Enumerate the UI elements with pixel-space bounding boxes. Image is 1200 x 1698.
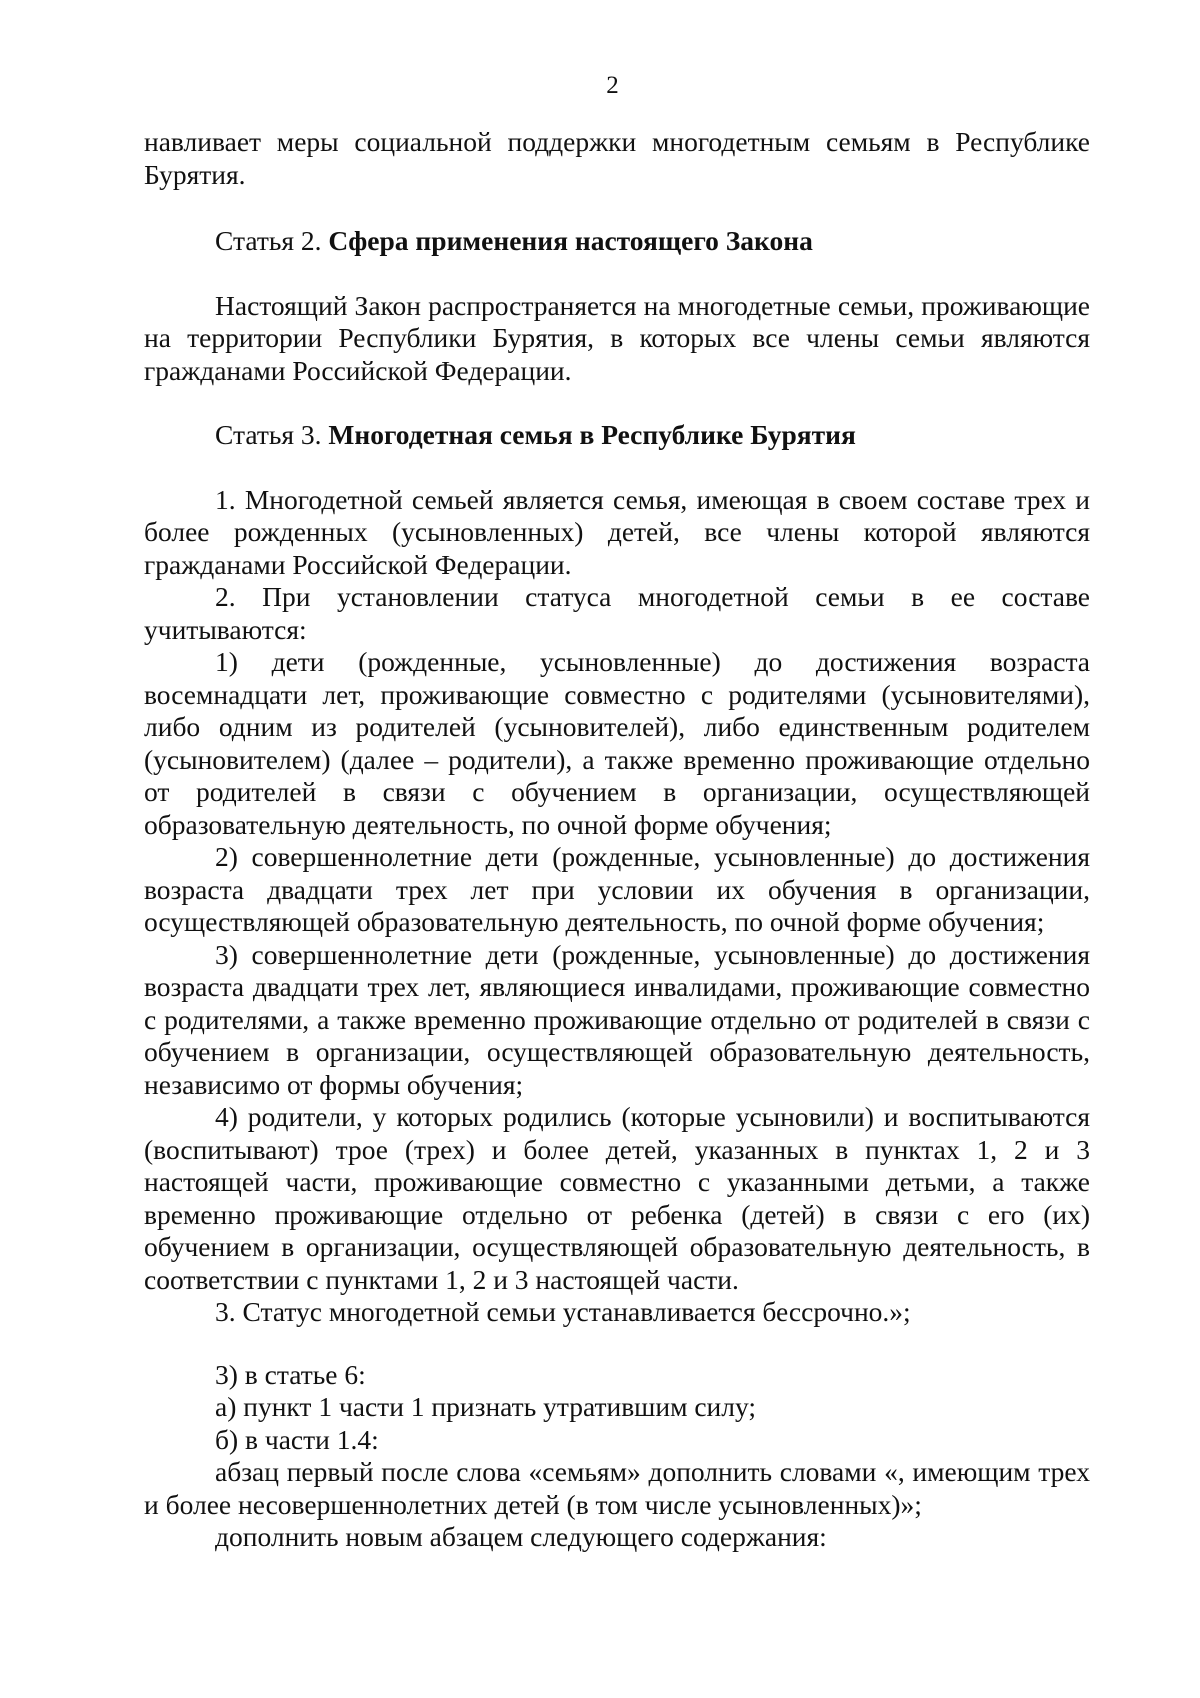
amendment-item-3-b-2: дополнить новым абзацем следующего содержания: [215,1521,827,1552]
intro-paragraph: навливает меры социальной поддержки многодетным семьям в Республике Бурятия. [144,126,1090,190]
article-3-part-2-item-1: 1) дети (рожденные, усыновленные) до достижения возраста восемнадцати лет, проживающие совместно с родителями (усыновителями), либо одним из родителей (усыновителей), либо единственным родителем (усыновителем) (далее – родители), а также временно проживающие отдельно от родителей в связи с обучением в организации, осуществляющей образовательную деятельность, по очной форме обучения; [144,646,1090,840]
page-number: 2 [606,72,619,99]
amendment-item-3: 3) в статье 6: [215,1358,366,1390]
article-2-title: Сфера применения настоящего Закона [328,225,813,256]
article-2-heading [144,225,1090,258]
article-3-part-2-item-2: 2) совершеннолетние дети (рожденные, усыновленные) до достижения возраста двадцати трех лет при условии их обучения в организации, осуществляющей образовательную деятельность, по очной форме обучения; [144,841,1090,937]
amendment-item-3-b: б) в части 1.4: [215,1423,379,1455]
article-3-part-3: 3. Статус многодетной семьи устанавливается бессрочно.»; [215,1296,911,1327]
article-3-part-2-item-3: 3) совершеннолетние дети (рожденные, усыновленные) до достижения возраста двадцати трех лет, являющиеся инвалидами, проживающие совместно с родителями, а также временно проживающие отдельно от родителей в связи с обучением в организации, осуществляющей образовательную деятельность, независимо от формы обучения; [144,938,1090,1100]
article-3-heading [144,419,1090,452]
amendment-item-3-b-1: абзац первый после слова «семьям» дополнить словами «, имеющим трех и более несовершеннолетних детей (в том числе усыновленных)»; [144,1456,1090,1520]
article-3-part-2-item-4: 4) родители, у которых родились (которые усыновили) и воспитываются (воспитывают) трое (трех) и более детей, указанных в пунктах 1, 2 и 3 настоящей части, проживающие совместно с указанными детьми, а также временно проживающие отдельно от ребенка (детей) в связи с его (их) обучением в организации, осуществляющей образовательную деятельность, в соответствии с пунктами 1, 2 и 3 настоящей части. [144,1101,1090,1295]
amendment-item-3-a: а) пункт 1 части 1 признать утратившим силу; [215,1391,757,1422]
article-2-prefix: Статья 2. [215,225,322,256]
article-3-part-1: 1. Многодетной семьей является семья, имеющая в своем составе трех и более рожденных (усыновленных) детей, все члены которой являются гражданами Российской Федерации. [144,483,1090,580]
article-3-title: Многодетная семья в Республике Бурятия [328,419,856,450]
article-3-prefix: Статья 3. [215,419,322,450]
article-3-part-2: 2. При установлении статуса многодетной семьи в ее составе учитываются: [144,581,1090,645]
article-2-text: Настоящий Закон распространяется на многодетные семьи, проживающие на территории Республики Бурятия, в которых все члены семьи являются гражданами Российской Федерации. [144,289,1090,386]
document-body [144,126,1090,1554]
